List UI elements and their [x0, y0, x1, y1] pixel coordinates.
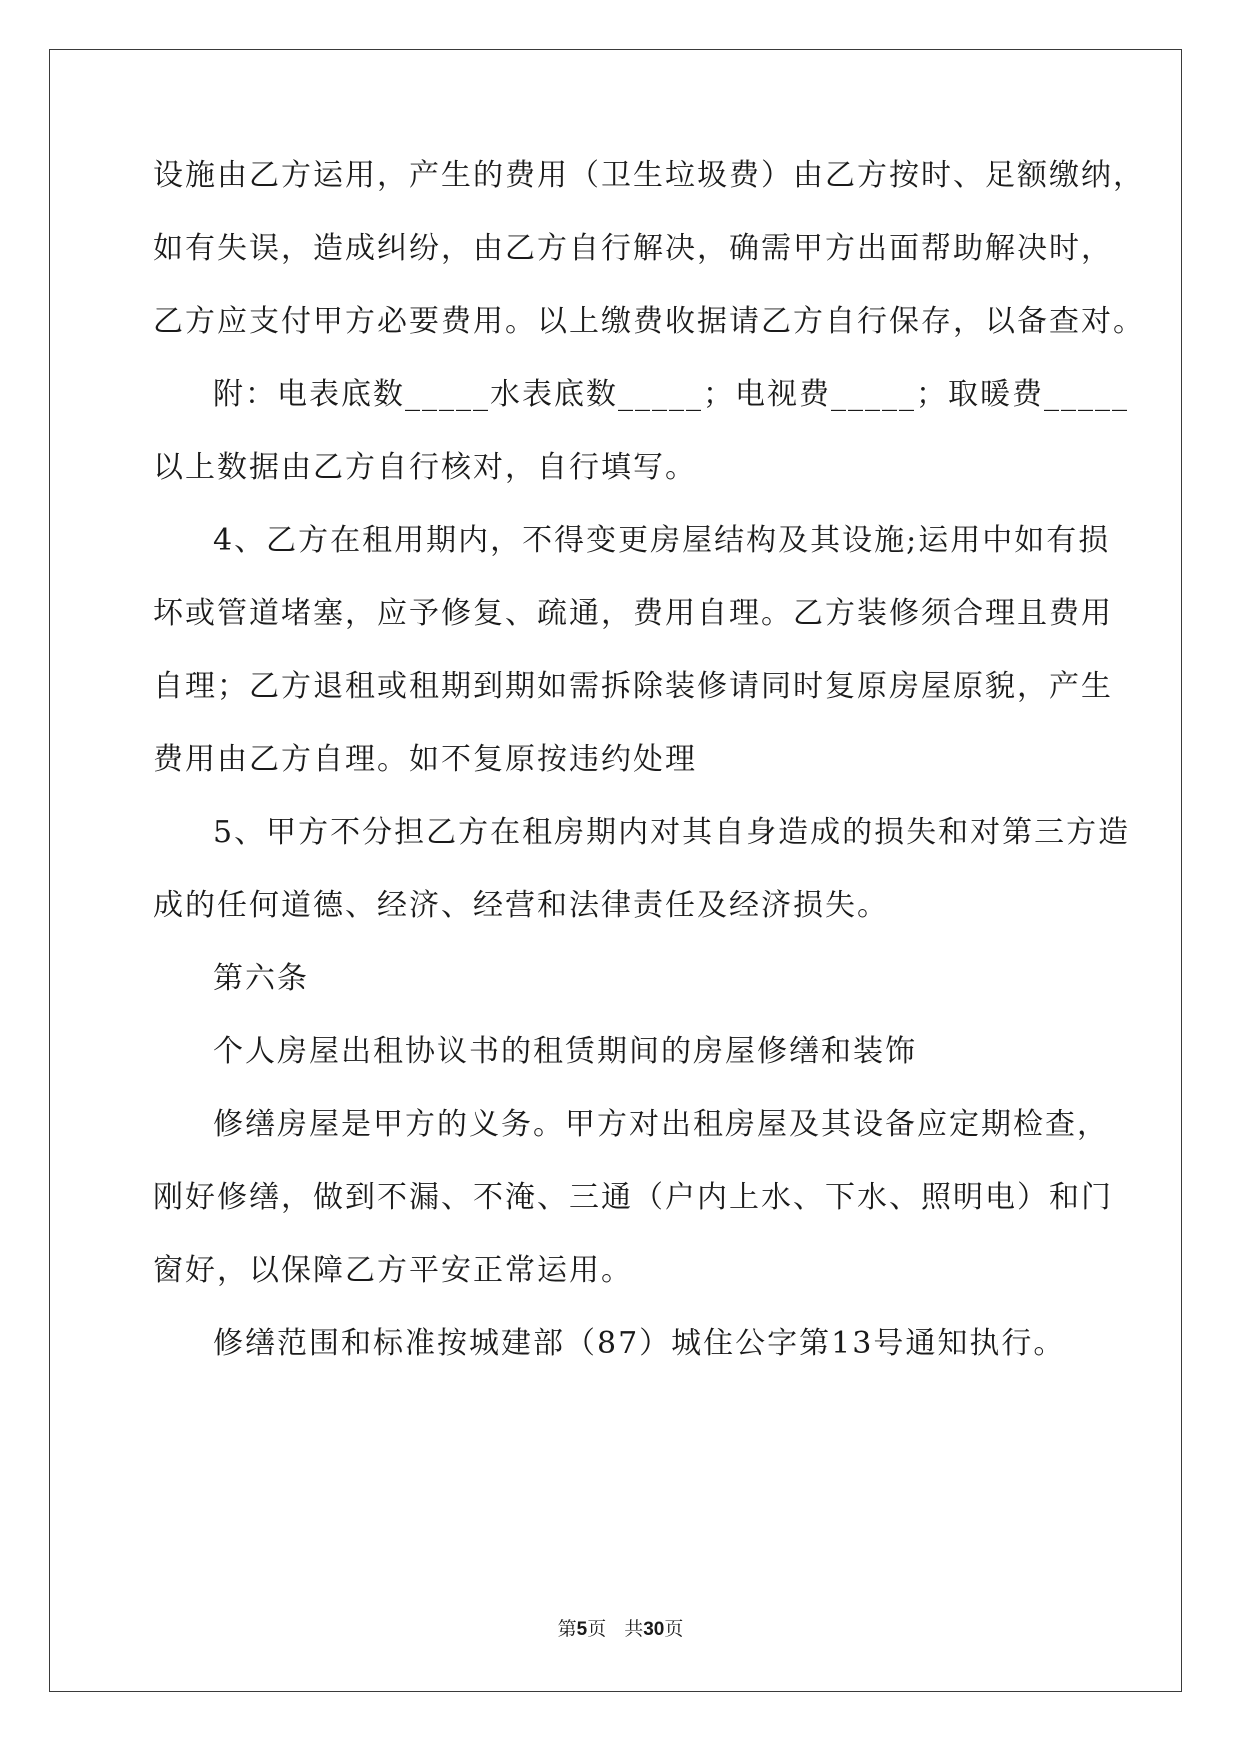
text-line: 个人房屋出租协议书的租赁期间的房屋修缮和装饰	[213, 1034, 917, 1069]
text-line: 4、乙方在租用期内，不得变更房屋结构及其设施;运用中如有损	[213, 523, 1111, 558]
total-suffix: 页	[664, 1618, 684, 1640]
text-line: 5、甲方不分担乙方在租房期内对其自身造成的损失和对第三方造	[213, 815, 1131, 850]
text-line: 自理；乙方退租或租期到期如需拆除装修请同时复原房屋原貌，产生	[153, 669, 1113, 704]
total-prefix: 共	[624, 1618, 644, 1640]
page-suffix: 页	[587, 1618, 607, 1640]
text-line: 设施由乙方运用，产生的费用（卫生垃圾费）由乙方按时、足额缴纳，	[153, 158, 1145, 193]
text-line: 如有失误，造成纠纷，由乙方自行解决，确需甲方出面帮助解决时，	[153, 231, 1113, 266]
text-line: 费用由乙方自理。如不复原按违约处理	[153, 742, 697, 777]
total-pages: 30	[643, 1619, 665, 1640]
text-line: 乙方应支付甲方必要费用。以上缴费收据请乙方自行保存，以备查对。	[153, 304, 1145, 339]
text-line: 附：电表底数_____水表底数_____；电视费_____；取暖费_____	[213, 377, 1129, 412]
page-border	[49, 49, 1182, 1692]
text-line: 以上数据由乙方自行核对，自行填写。	[153, 450, 697, 485]
page-number: 5	[576, 1619, 588, 1640]
page-footer	[0, 1614, 1241, 1641]
text-line: 成的任何道德、经济、经营和法律责任及经济损失。	[153, 888, 889, 923]
text-line: 修缮房屋是甲方的义务。甲方对出租房屋及其设备应定期检查，	[213, 1107, 1109, 1142]
text-line: 窗好，以保障乙方平安正常运用。	[153, 1253, 633, 1288]
page-prefix: 第	[557, 1618, 577, 1640]
text-line: 刚好修缮，做到不漏、不淹、三通（户内上水、下水、照明电）和门	[153, 1180, 1113, 1215]
text-line: 坏或管道堵塞，应予修复、疏通，费用自理。乙方装修须合理且费用	[153, 596, 1113, 631]
text-line: 修缮范围和标准按城建部（87）城住公字第13号通知执行。	[213, 1326, 1066, 1361]
section-heading: 第六条	[213, 961, 309, 996]
